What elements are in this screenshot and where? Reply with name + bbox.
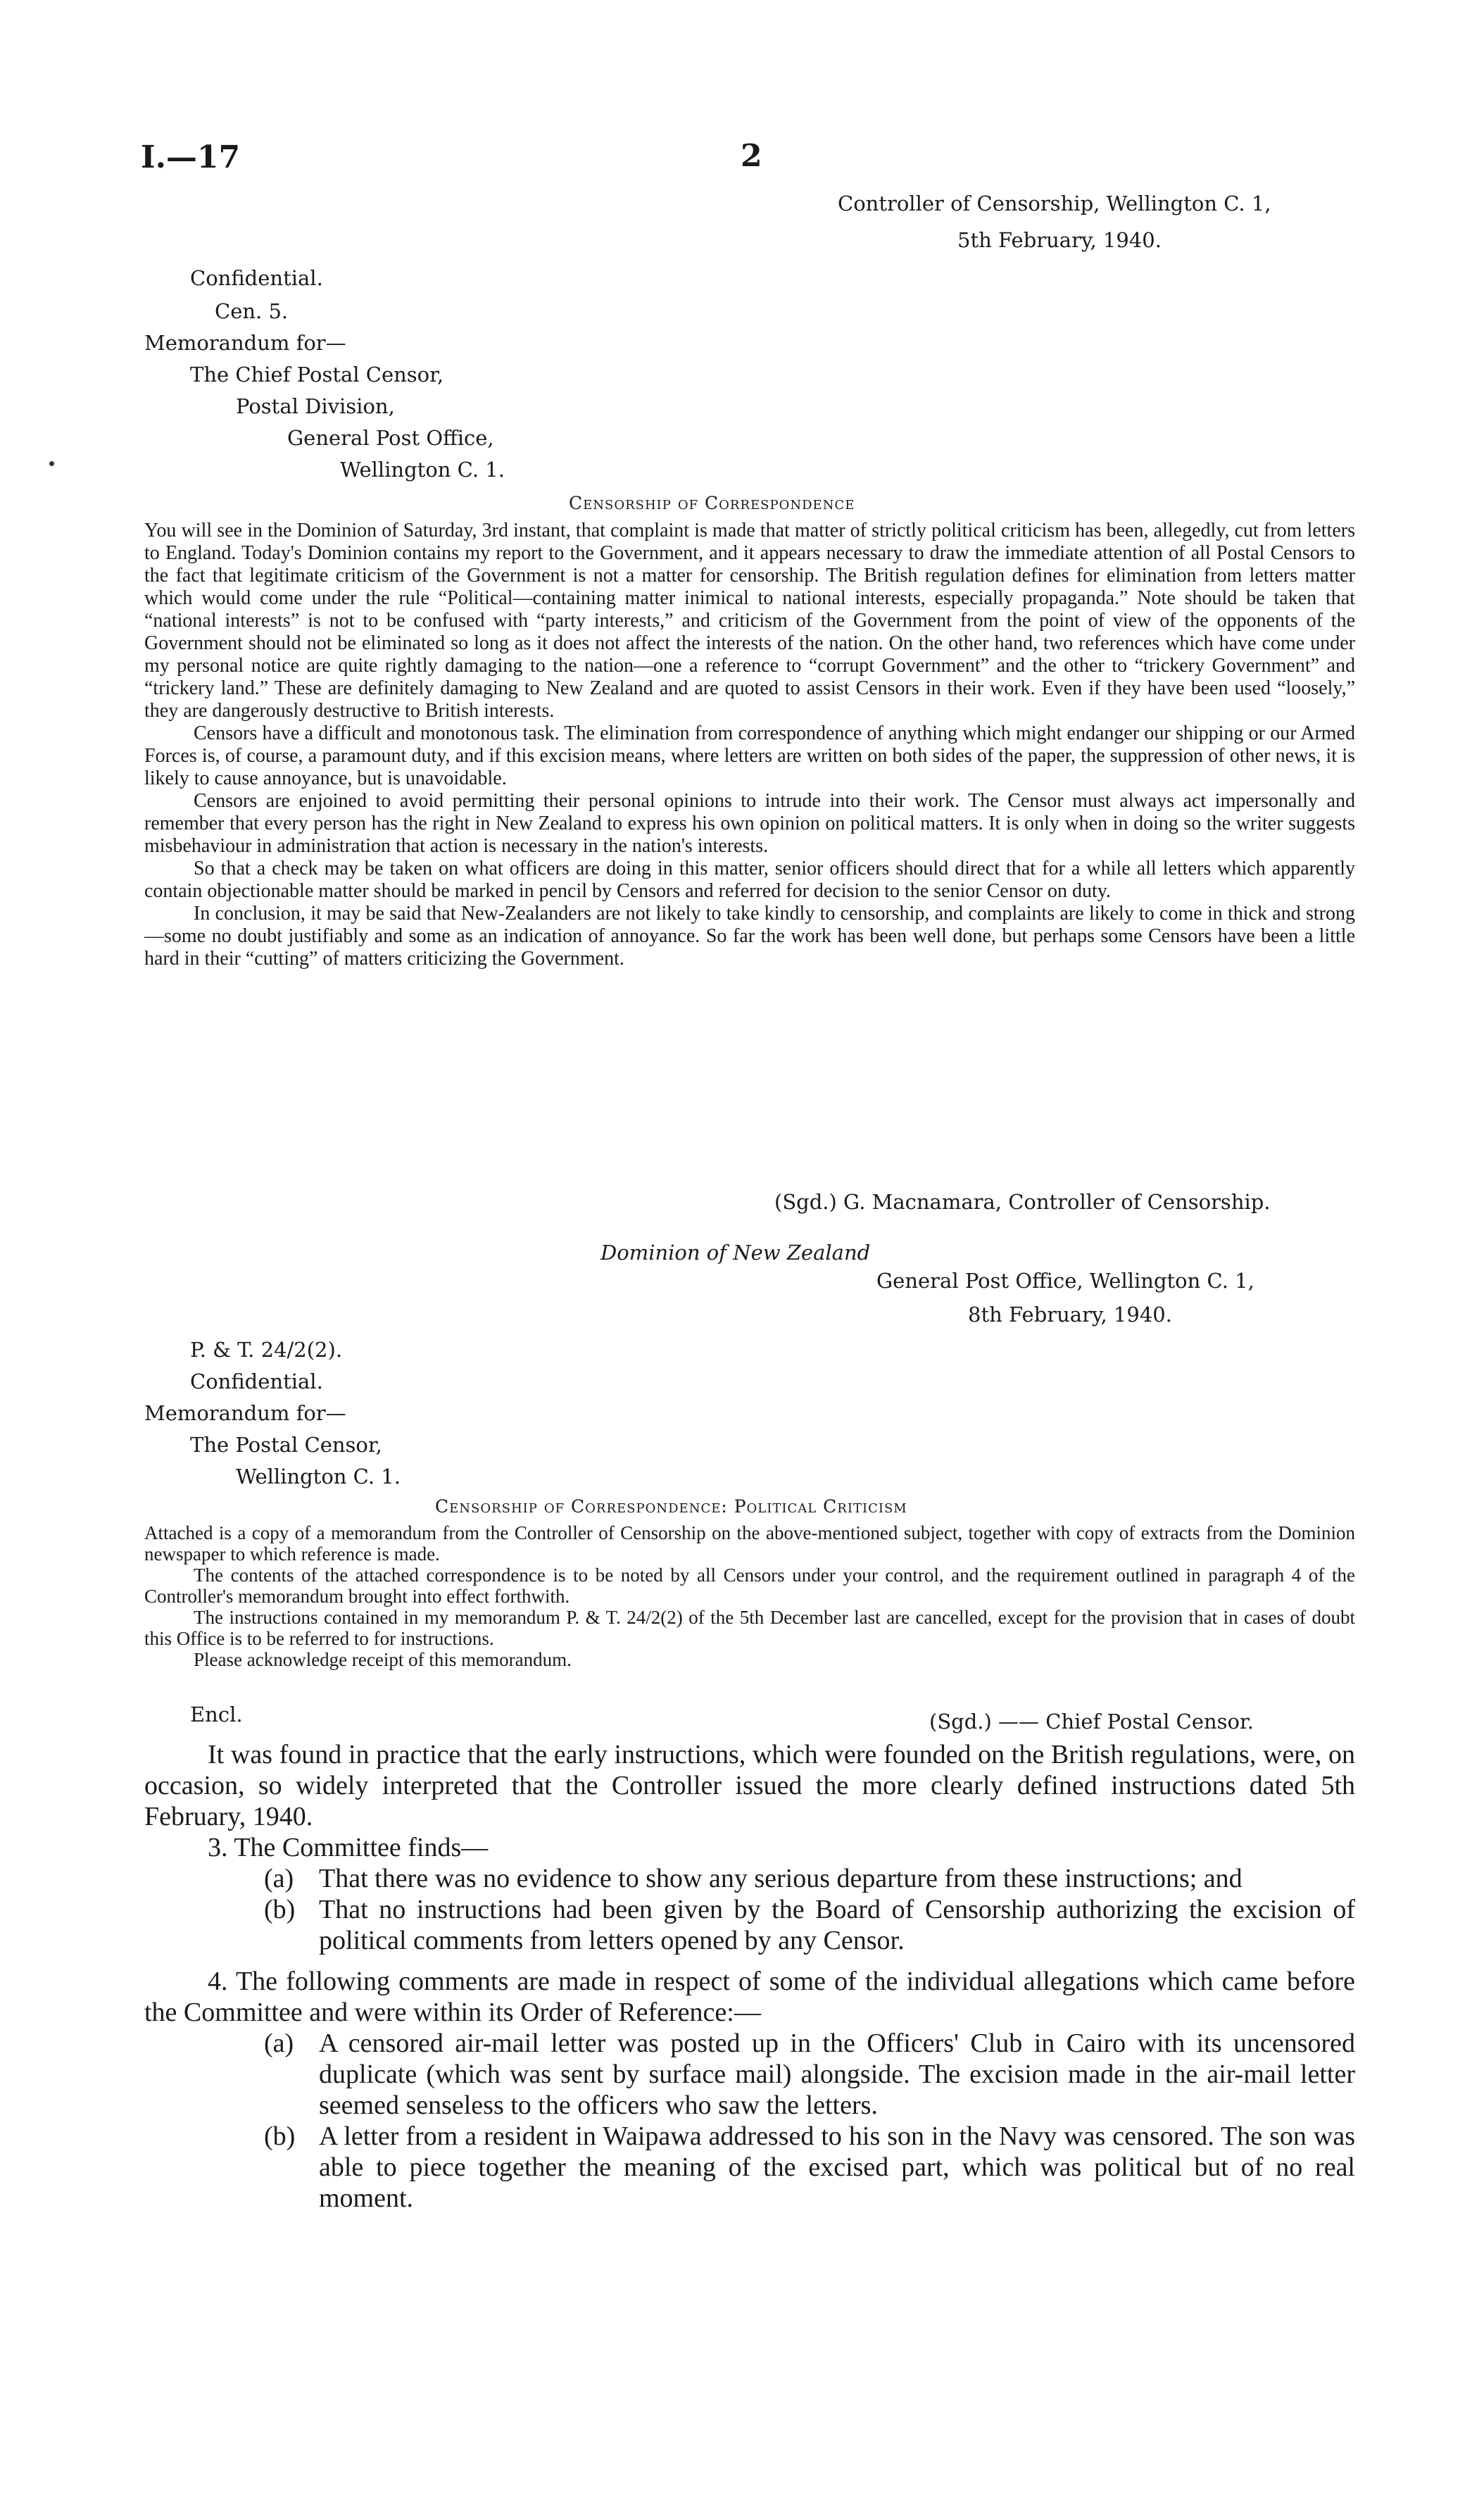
memo2-paragraph: Please acknowledge receipt of this memorandum. — [194, 1649, 572, 1670]
memo2-memo-for: Memorandum for— — [144, 1401, 346, 1425]
allegation-text: A letter from a resident in Waipawa addressed to his son in the Navy was censored. The son was able to piece together the meaning of the excised part, which was political but of no real moment. — [319, 2121, 1355, 2213]
stray-mark — [49, 461, 54, 466]
page-number: 2 — [741, 138, 762, 174]
memo2-title: Censorship of Correspondence: Political Criticism — [435, 1496, 907, 1517]
finding-item — [264, 1894, 1355, 1956]
memo2-dominion: Dominion of New Zealand — [600, 1241, 871, 1265]
memo1-body — [144, 520, 1355, 970]
memo1-confidential: Confidential. — [190, 266, 323, 290]
memo1-memo-for: Memorandum for— — [144, 331, 346, 355]
allegation-item — [264, 2028, 1355, 2121]
memo1-to4: Wellington C. 1. — [340, 458, 505, 482]
finding-label: (b) — [264, 1895, 296, 1924]
document-reference: I.—17 — [141, 139, 241, 175]
memo1-title: Censorship of Correspondence — [569, 493, 855, 513]
memo1-to3: General Post Office, — [287, 426, 494, 450]
memo2-paragraph: Attached is a copy of a memorandum from the Controller of Censorship on the above-mentioned subject, together with copy of extracts from the Dominion newspaper to which reference is made. — [144, 1522, 1355, 1565]
memo2-paragraph: The instructions contained in my memorandum P. & T. 24/2(2) of the 5th December last are cancelled, except for the provision that in cases of doubt this Office is to be referred to for instructions. — [144, 1607, 1355, 1649]
memo2-encl: Encl. — [190, 1703, 243, 1726]
memo1-ref: Cen. 5. — [215, 299, 289, 323]
memo2-from-line2: 8th February, 1940. — [968, 1303, 1172, 1327]
memo2-body — [144, 1522, 1355, 1670]
allegation-label: (a) — [264, 2029, 294, 2058]
memo1-signature: (Sgd.) G. Macnamara, Controller of Censorship. — [774, 1190, 1271, 1214]
allegations-list — [144, 2028, 1355, 2214]
memo2-from-line1: General Post Office, Wellington C. 1, — [876, 1269, 1254, 1293]
allegations-intro: 4. The following comments are made in respect of some of the individual allegations which came before the Committee and were within its Order of Reference:— — [144, 1967, 1355, 2027]
memo1-paragraph: You will see in the Dominion of Saturday, 3rd instant, that complaint is made that matter of strictly political criticism has been, allegedly, cut from letters to England. Today's Dominion contains my report to the Government, and it appears necessary to draw the immediate attention of all Postal Censors to the fact that legitimate criticism of the Government is not a matter for censorship. The British regulation defines for elimination from letters matter which would come under the rule “Political—containing matter inimical to national interests, especially propaganda.” Note should be taken that “national interests” is not to be confused with “party interests,” and criticism of the Government from the point of view of the opponents of the Government should not be eliminated so long as it does not affect the interests of the nation. On the other hand, two references which have come under my personal notice are quite rightly damaging to the nation—one a reference to “corrupt Government” and the other to “trickery Government” and “trickery land.” These are definitely damaging to New Zealand and are quoted to assist Censors in their work. Even if they have been used “loosely,” they are dangerously destructive to British interests. — [144, 520, 1355, 722]
findings-list — [144, 1863, 1355, 1956]
memo1-from-line1: Controller of Censorship, Wellington C. 1, — [838, 192, 1271, 215]
memo2-paragraph: The contents of the attached correspondence is to be noted by all Censors under your control, and the requirement outlined in paragraph 4 of the Controller's memorandum brought into effect forthwith. — [144, 1565, 1355, 1607]
finding-text: That there was no evidence to show any serious departure from these instructions; and — [319, 1864, 1243, 1893]
memo1-to1: The Chief Postal Censor, — [190, 363, 444, 387]
report-section — [144, 1739, 1355, 2214]
memo1-paragraph: Censors are enjoined to avoid permitting their personal opinions to intrude into their work. The Censor must always act impersonally and remember that every person has the right in New Zealand to express his own opinion on political matters. It is only when in doing so the writer suggests misbehaviour in administration that action is necessary in the nation's interests. — [144, 790, 1355, 857]
memo1-to2: Postal Division, — [236, 394, 395, 418]
finding-label: (a) — [264, 1864, 294, 1893]
allegation-label: (b) — [264, 2121, 296, 2151]
memo1-paragraph: Censors have a difficult and monotonous task. The elimination from correspondence of anything which might endanger our shipping or our Armed Forces is, of course, a paramount duty, and if this excision means, where letters are written on both sides of the paper, the suppression of other news, it is likely to cause annoyance, but is unavoidable. — [144, 722, 1355, 789]
findings-intro: 3. The Committee finds— — [208, 1833, 489, 1862]
report-paragraph: It was found in practice that the early instructions, which were founded on the British regulations, were, on occasion, so widely interpreted that the Controller issued the more clearly defined instructions dated 5th February, 1940. — [144, 1740, 1355, 1831]
memo2-signature: (Sgd.) —— Chief Postal Censor. — [929, 1710, 1254, 1734]
finding-item — [264, 1863, 1355, 1894]
memo1-from-line2: 5th February, 1940. — [957, 228, 1162, 252]
allegation-item — [264, 2121, 1355, 2214]
memo2-to2: Wellington C. 1. — [236, 1465, 401, 1488]
memo2-confidential: Confidential. — [190, 1369, 323, 1393]
allegation-text: A censored air-mail letter was posted up in the Officers' Club in Cairo with its uncensored duplicate (which was sent by surface mail) alongside. The excision made in the air-mail letter seemed senseless to the officers who saw the letters. — [319, 2029, 1355, 2120]
memo2-to1: The Postal Censor, — [190, 1433, 382, 1457]
finding-text: That no instructions had been given by the Board of Censorship authorizing the excision of political comments from letters opened by any Censor. — [319, 1895, 1355, 1955]
memo1-paragraph: In conclusion, it may be said that New-Zealanders are not likely to take kindly to censorship, and complaints are likely to come in thick and strong—some no doubt justifiably and some as an indication of annoyance. So far the work has been well done, but perhaps some Censors have been a little hard in their “cutting” of matters criticizing the Government. — [144, 903, 1355, 970]
memo1-paragraph: So that a check may be taken on what officers are doing in this matter, senior officers should direct that for a while all letters which apparently contain objectionable matter should be marked in pencil by Censors and referred for decision to the senior Censor on duty. — [144, 858, 1355, 902]
memo2-ref: P. & T. 24/2(2). — [190, 1338, 343, 1362]
